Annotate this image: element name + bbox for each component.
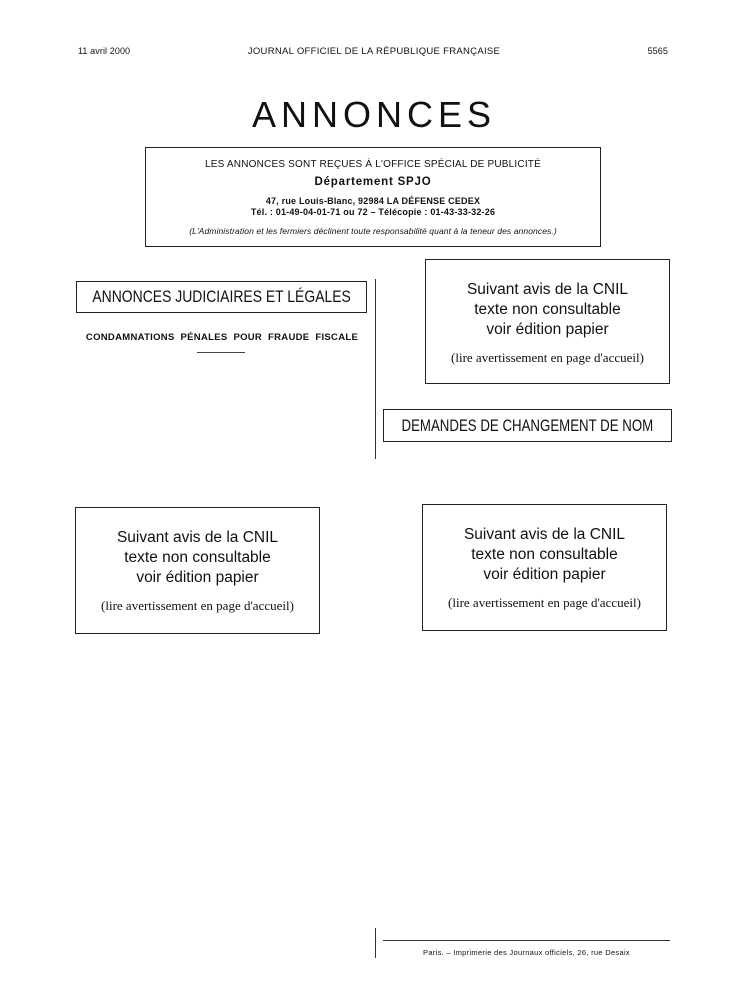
cnil-note: (lire avertissement en page d'accueil) xyxy=(451,350,644,365)
section-name-change-label: DEMANDES DE CHANGEMENT DE NOM xyxy=(401,415,654,435)
office-address: 47, rue Louis-Blanc, 92984 LA DÉFENSE CEDEX xyxy=(265,196,481,206)
cnil-notice-box xyxy=(425,259,670,384)
cnil-line2: texte non consultable xyxy=(124,549,271,566)
section-name-change-header xyxy=(383,409,672,442)
cnil-note: (lire avertissement en page d'accueil) xyxy=(448,595,641,610)
cnil-notice-box xyxy=(422,504,667,631)
section-judicial-header xyxy=(76,281,367,313)
cnil-line1: Suivant avis de la CNIL xyxy=(463,526,626,543)
office-phones: Tél. : 01-49-04-01-71 ou 72 – Télécopie : 01-43-33-32-26 xyxy=(250,207,496,217)
imprint-line: Paris. – Imprimerie des Journaux officiels, 26, rue Desaix xyxy=(423,948,630,957)
cnil-line3: voir édition papier xyxy=(483,566,606,583)
running-head-title: JOURNAL OFFICIEL DE LA RÉPUBLIQUE FRANÇAISE xyxy=(247,46,501,57)
cnil-note: (lire avertissement en page d'accueil) xyxy=(101,598,294,613)
page-title: ANNONCES xyxy=(251,94,497,135)
cnil-line1: Suivant avis de la CNIL xyxy=(466,281,629,298)
column-divider-top xyxy=(375,279,376,459)
page-number: 5565 xyxy=(647,46,668,56)
section-judicial-label: ANNONCES JUDICIAIRES ET LÉGALES xyxy=(92,287,351,306)
subsection-condamnations: CONDAMNATIONS PÉNALES POUR FRAUDE FISCALE xyxy=(85,332,359,343)
cnil-line2: texte non consultable xyxy=(471,546,618,563)
cnil-line3: voir édition papier xyxy=(136,569,259,586)
footer-column-rule xyxy=(375,928,376,958)
cnil-notice-box xyxy=(75,507,320,634)
running-head-date: 11 avril 2000 xyxy=(78,46,131,56)
office-department: Département SPJO xyxy=(314,176,432,188)
office-disclaimer: (L'Administration et les fermiers déclinent toute responsabilité quant à la teneur des annonces.) xyxy=(189,226,557,236)
footer-rule xyxy=(383,940,670,941)
office-line: LES ANNONCES SONT REÇUES À L'OFFICE SPÉCIAL DE PUBLICITÉ xyxy=(205,159,541,170)
cnil-line1: Suivant avis de la CNIL xyxy=(116,529,279,546)
cnil-line3: voir édition papier xyxy=(486,321,609,338)
publicity-office-box xyxy=(145,147,601,247)
separator-rule xyxy=(197,352,245,353)
cnil-line2: texte non consultable xyxy=(474,301,621,318)
